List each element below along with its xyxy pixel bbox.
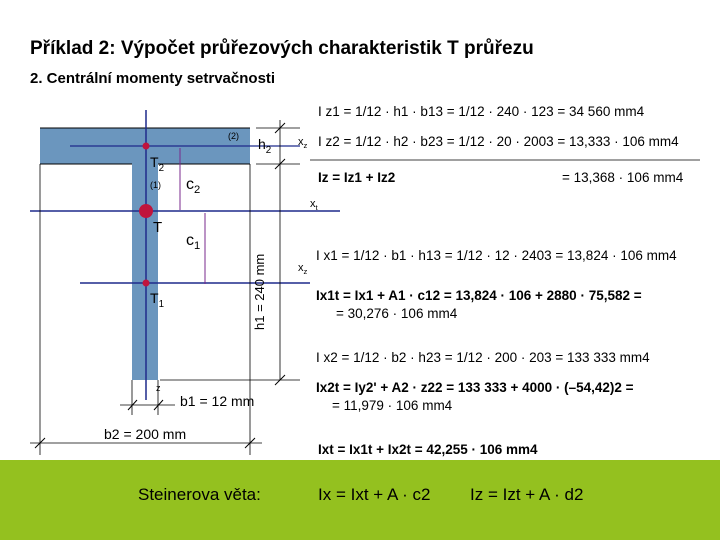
h1-label: h1 = 240 mm [252, 253, 267, 330]
page-title: Příklad 2: Výpočet průřezových charakteristik T průřezu [30, 38, 534, 59]
part-2-label: (2) [228, 131, 239, 141]
iz1-equation: I z1 = 1/12 · h1 · b13 = 1/12 · 240 · 123 = 34 560 mm4 [318, 104, 645, 119]
c1-label: $c_1$ [186, 232, 201, 253]
iz-sum-left: Iz = Iz1 + Iz2 [318, 170, 396, 185]
part-1-label: (1) [150, 180, 161, 190]
c2-label: $c_2$ [186, 176, 201, 197]
ixt-equation: Ixt = Ix1t + Ix2t = 42,255 · 106 mm4 [318, 442, 538, 457]
centroid-T2-point [143, 143, 150, 150]
ix2t-equation-line1: Ix2t = Iy2' + A2 · z22 = 133 333 + 4000 · (–54,42)2 = [316, 380, 634, 395]
steiner-formula-z: Iz = Izt + A · d2 [470, 485, 584, 504]
iz2-equation: I z2 = 1/12 · h2 · b23 = 1/12 · 20 · 2003 = 13,333 · 106 mm4 [318, 134, 679, 149]
ix2-equation: I x2 = 1/12 · b2 · h23 = 1/12 · 200 · 203 = 133 333 mm4 [316, 350, 650, 365]
T-label: T [153, 219, 163, 236]
ix1t-equation-line2: = 30,276 · 106 mm4 [336, 306, 458, 321]
steiner-label: Steinerova věta: [138, 485, 261, 504]
ix1t-equation-line1: Ix1t = Ix1 + A1 · c12 = 13,824 · 106 + 2880 · 75,582 = [316, 288, 642, 303]
steiner-formula-x: Ix = Ixt + A · c2 [318, 485, 431, 504]
centroid-T1-point [143, 280, 150, 287]
page-subtitle: 2. Centrální momenty setrvačnosti [30, 70, 276, 87]
ix1-equation: I x1 = 1/12 · b1 · h13 = 1/12 · 12 · 2403 = 13,824 · 106 mm4 [316, 248, 677, 263]
iz-sum-right: = 13,368 · 106 mm4 [562, 170, 684, 185]
h2-label: $h_2$ [258, 136, 272, 156]
web-rect [132, 164, 158, 380]
ix2t-equation-line2: = 11,979 · 106 mm4 [332, 398, 453, 413]
b1-label: b1 = 12 mm [180, 393, 255, 409]
T2-label: $T_2$ [150, 154, 165, 174]
xt-label: $x_t$ [310, 198, 318, 213]
z-axis-label: z [156, 383, 161, 393]
xz-mid-label: $x_z$ [298, 262, 308, 277]
b2-label: b2 = 200 mm [104, 426, 187, 442]
xz-top-label: $x_z$ [298, 136, 308, 151]
centroid-T-point [139, 204, 153, 218]
T1-label: $T_1$ [150, 290, 165, 310]
